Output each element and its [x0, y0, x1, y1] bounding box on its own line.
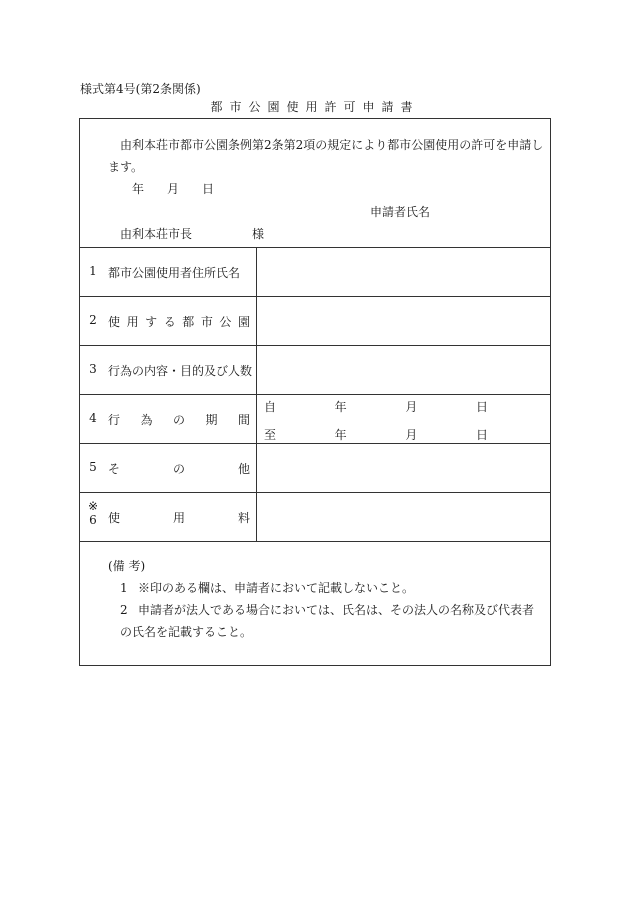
row-divider	[80, 296, 550, 297]
row-divider	[80, 541, 550, 542]
label-char: 料	[237, 511, 250, 525]
row-divider	[80, 247, 550, 248]
note-item	[120, 577, 540, 599]
label-char: 市	[200, 315, 213, 329]
note-number: 2	[120, 603, 128, 617]
row-label-activity-period	[108, 411, 250, 428]
label-char: 使	[108, 511, 121, 525]
label-char: 期	[205, 413, 218, 427]
application-date	[132, 180, 214, 197]
addressee: 由利本荘市長	[120, 227, 193, 241]
label-char: 用	[172, 511, 185, 525]
row-label-activity-details: 行為の内容・目的及び人数	[108, 364, 253, 378]
form-frame	[79, 118, 551, 666]
label-char: 為	[140, 413, 153, 427]
period-from-month: 月	[405, 400, 418, 414]
row-divider	[80, 345, 550, 346]
label-char: 他	[237, 462, 250, 476]
period-to-year: 年	[334, 428, 347, 442]
period-to-month: 月	[405, 428, 418, 442]
row-number: 3	[89, 362, 97, 376]
label-char: 公	[219, 315, 232, 329]
date-year: 年	[132, 182, 145, 196]
row-number: 4	[89, 411, 97, 425]
label-char: 都	[182, 315, 195, 329]
label-char: 行	[108, 413, 121, 427]
period-from-mark: 自	[264, 400, 277, 414]
honorific: 様	[252, 227, 265, 241]
period-from-day: 日	[475, 400, 488, 414]
row-number: 5	[89, 460, 97, 474]
statement-line-1: 由利本荘市都市公園条例第2条第2項の規定により都市公園使用の許可を申請し	[120, 138, 544, 152]
period-to-mark: 至	[264, 428, 277, 442]
date-month: 月	[166, 182, 179, 196]
row-label-other	[108, 460, 250, 477]
label-char: 間	[237, 413, 250, 427]
row-label-user-address-name: 都市公園使用者住所氏名	[108, 266, 241, 280]
period-to-day: 日	[475, 428, 488, 442]
note-text: ※印のある欄は、申請者において記載しないこと。	[138, 581, 415, 595]
label-char: の	[172, 413, 185, 427]
label-char: る	[163, 315, 176, 329]
period-from-year: 年	[334, 400, 347, 414]
note-item	[120, 599, 540, 643]
date-day: 日	[201, 182, 214, 196]
label-char: の	[172, 462, 185, 476]
note-text: 申請者が法人である場合においては、氏名は、その法人の名称及び代表者の氏名を記載すること。	[120, 603, 535, 639]
row-number-marked: ※ 6	[88, 499, 99, 527]
row-number: 1	[89, 264, 97, 278]
row-divider	[80, 394, 550, 395]
document-title: 都市公園使用許可申請書	[210, 100, 420, 114]
row-divider	[80, 492, 550, 493]
note-number: 1	[120, 581, 128, 595]
notes-title: (備 考)	[108, 559, 146, 573]
label-char: 用	[126, 315, 139, 329]
applicant-name-label: 申請者氏名	[370, 205, 431, 219]
label-char: 使	[108, 315, 121, 329]
row-label-usage-fee	[108, 509, 250, 526]
column-divider	[256, 247, 257, 541]
period-from	[264, 398, 488, 415]
row-number: 2	[89, 313, 97, 327]
label-char: そ	[108, 462, 121, 476]
label-char: 園	[237, 315, 250, 329]
row-divider	[80, 443, 550, 444]
statement-line-2: ます。	[108, 160, 144, 174]
row-label-park-used	[108, 313, 250, 330]
period-to	[264, 426, 488, 443]
label-char: す	[145, 315, 158, 329]
form-number: 様式第4号(第2条関係)	[80, 82, 201, 96]
